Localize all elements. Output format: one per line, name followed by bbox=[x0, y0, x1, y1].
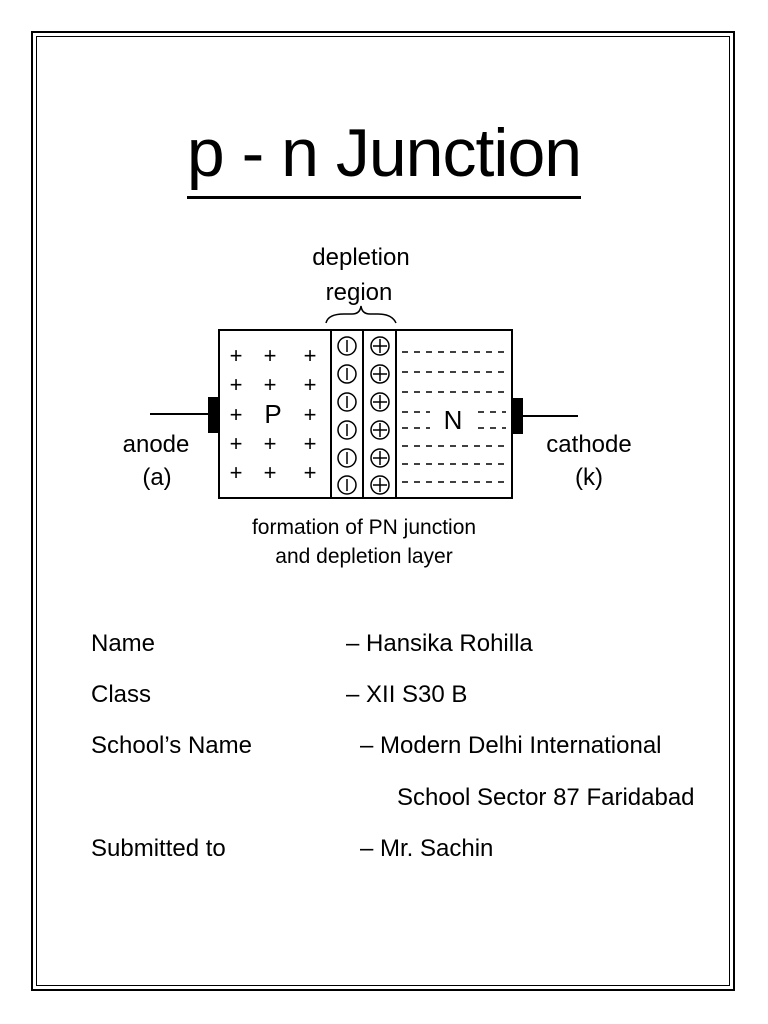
svg-text:+: + bbox=[303, 372, 317, 397]
name-value: – Hansika Rohilla bbox=[346, 630, 533, 657]
anode-contact bbox=[208, 397, 219, 433]
svg-text:+: + bbox=[263, 343, 277, 368]
school-label: School’s Name bbox=[91, 732, 252, 759]
region-label: region bbox=[325, 279, 393, 306]
svg-text:+: + bbox=[303, 431, 317, 456]
svg-text:+: + bbox=[229, 460, 243, 485]
diagram-caption-line1: formation of PN junction bbox=[251, 516, 477, 539]
svg-text:+: + bbox=[263, 460, 277, 485]
svg-text:+: + bbox=[229, 431, 243, 456]
svg-text:+: + bbox=[303, 402, 317, 427]
n-region-label: N bbox=[443, 405, 463, 435]
class-value: – XII S30 B bbox=[346, 681, 468, 708]
school-value-line2: School Sector 87 Faridabad bbox=[397, 784, 695, 811]
svg-text:+: + bbox=[303, 460, 317, 485]
svg-text:+: + bbox=[229, 343, 243, 368]
pn-junction-diagram bbox=[0, 230, 768, 590]
depletion-brace bbox=[326, 306, 396, 323]
p-region-label: P bbox=[264, 399, 282, 429]
svg-text:+: + bbox=[263, 431, 277, 456]
name-label: Name bbox=[91, 630, 156, 657]
submitted-value: – Mr. Sachin bbox=[360, 835, 494, 862]
class-label: Class bbox=[91, 681, 152, 708]
cathode-contact bbox=[512, 398, 523, 434]
page-title-container bbox=[0, 108, 768, 199]
depletion-label: depletion bbox=[312, 244, 410, 271]
svg-text:+: + bbox=[303, 343, 317, 368]
school-value-line1: – Modern Delhi International bbox=[360, 732, 662, 759]
page-title: p - n Junction bbox=[187, 110, 581, 199]
svg-text:+: + bbox=[229, 372, 243, 397]
cathode-label: cathode bbox=[546, 431, 632, 458]
svg-text:+: + bbox=[229, 402, 243, 427]
anode-symbol: (a) bbox=[142, 464, 172, 491]
anode-label: anode bbox=[122, 431, 190, 458]
submitted-label: Submitted to bbox=[91, 835, 226, 862]
cathode-symbol: (k) bbox=[575, 464, 603, 491]
diagram-caption-line2: and depletion layer bbox=[275, 545, 453, 568]
svg-text:+: + bbox=[263, 372, 277, 397]
